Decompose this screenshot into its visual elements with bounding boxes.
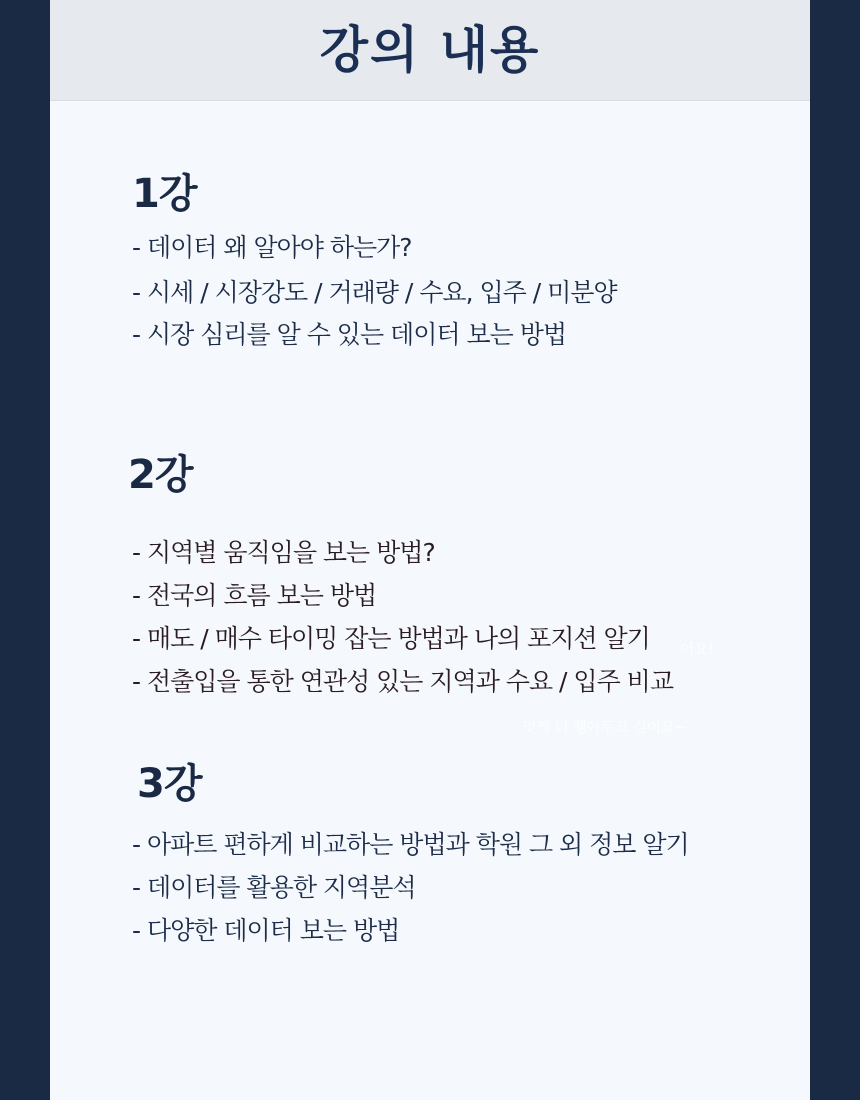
lecture-1-item: - 시세 / 시장강도 / 거래량 / 수요, 입주 / 미분양 (132, 278, 617, 307)
lecture-3-item: - 데이터를 활용한 지역분석 (132, 873, 416, 902)
faint-caption-text: 멋게 더 챙아두고 싶어요~ (522, 718, 687, 736)
lecture-1-item: - 데이터 왜 알아야 하는가? (132, 233, 412, 262)
lecture-2-item: - 매도 / 매수 타이밍 잡는 방법과 나의 포지션 알기 (132, 624, 650, 653)
lecture-1-item: - 시장 심리를 알 수 있는 데이터 보는 방법 (132, 320, 566, 349)
lecture-3-title: 3강 (137, 761, 202, 807)
lecture-3-item: - 다양한 데이터 보는 방법 (132, 916, 400, 945)
lecture-2-item: - 지역별 움직임을 보는 방법? (132, 538, 435, 567)
content-panel (50, 0, 810, 1100)
lecture-2-title: 2강 (128, 452, 193, 498)
page-header (50, 0, 810, 101)
page-title: 강의 내용 (319, 21, 541, 79)
lecture-3-item: - 아파트 편하게 비교하는 방법과 학원 그 외 정보 알기 (132, 830, 689, 859)
faint-side-text: 어요! (680, 640, 714, 658)
lecture-2-item: - 전출입을 통한 연관성 있는 지역과 수요 / 입주 비교 (132, 667, 673, 696)
lecture-2-item: - 전국의 흐름 보는 방법 (132, 581, 377, 610)
lecture-1-title: 1강 (132, 171, 197, 217)
